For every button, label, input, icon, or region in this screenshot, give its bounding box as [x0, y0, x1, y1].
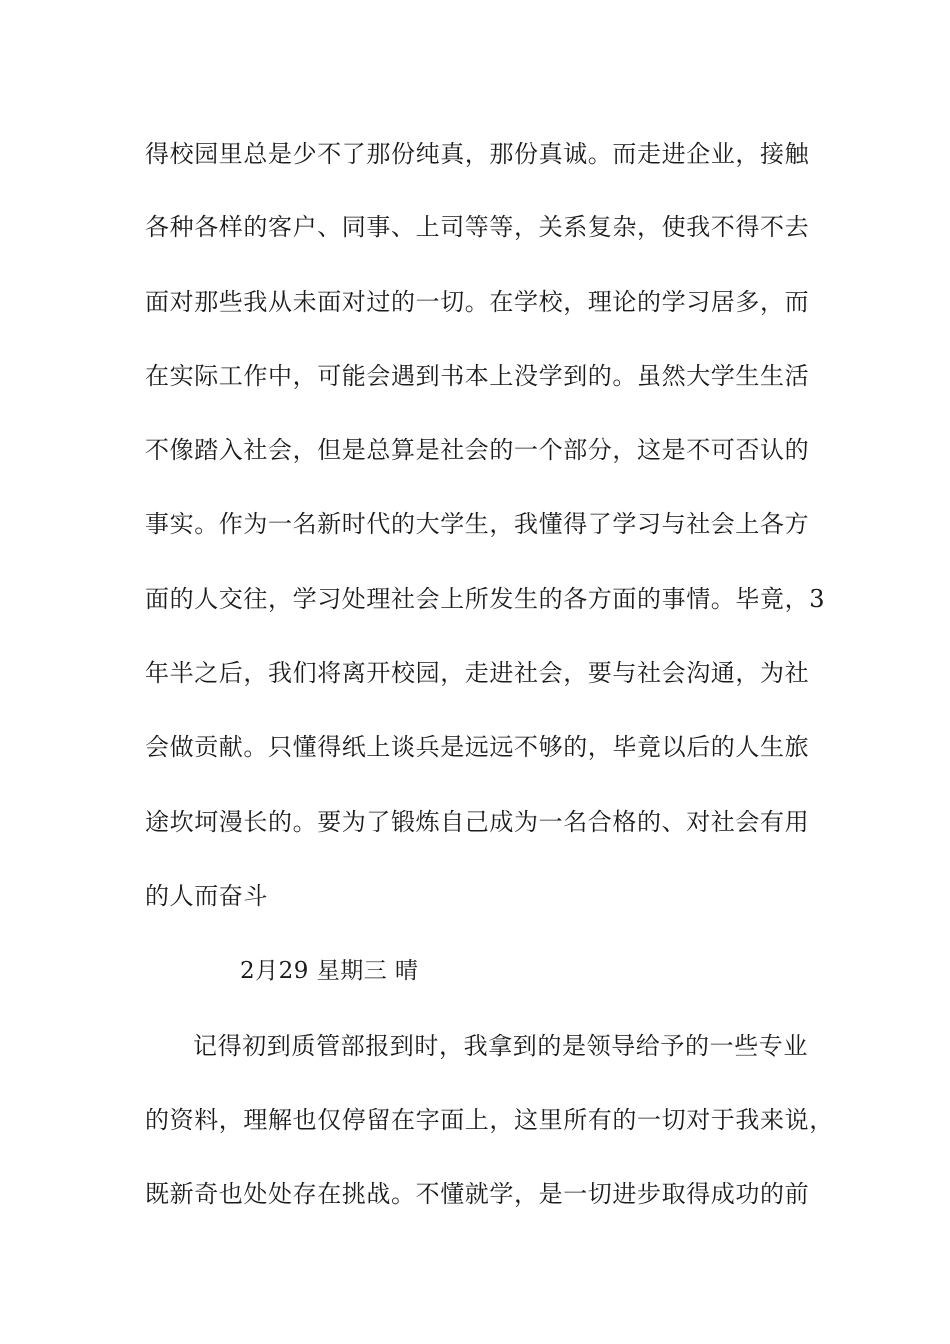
- paragraph2-line: 记得初到质管部报到时，我拿到的是领导给予的一些专业: [193, 1032, 808, 1060]
- paragraph1-line: 会做贡献。只懂得纸上谈兵是远远不够的，毕竟以后的人生旅: [145, 733, 810, 761]
- entry-date-heading: 2月29 星期三 晴: [240, 958, 419, 984]
- paragraph1-line: 年半之后，我们将离开校园，走进社会，要与社会沟通，为社: [145, 659, 810, 687]
- paragraph1-line: 在实际工作中，可能会遇到书本上没学到的。虽然大学生生活: [145, 362, 810, 390]
- paragraph1-line: 的人而奋斗: [145, 882, 268, 910]
- paragraph1-line: 各种各样的客户、同事、上司等等，关系复杂，使我不得不去: [145, 213, 810, 241]
- paragraph1-line: 途坎坷漫长的。要为了锻炼自己成为一名合格的、对社会有用: [145, 808, 810, 836]
- paragraph1-line: 事实。作为一名新时代的大学生，我懂得了学习与社会上各方: [145, 510, 810, 538]
- paragraph1-line: 面对那些我从未面对过的一切。在学校，理论的学习居多，而: [145, 288, 810, 316]
- paragraph2-line: 既新奇也处处存在挑战。不懂就学，是一切进步取得成功的前: [145, 1180, 810, 1208]
- paragraph2-line: 的资料，理解也仅停留在字面上，这里所有的一切对于我来说，: [145, 1106, 834, 1134]
- paragraph1-line: 不像踏入社会，但是总算是社会的一个部分，这是不可否认的: [145, 436, 810, 464]
- paragraph1-line: 得校园里总是少不了那份纯真，那份真诚。而走进企业，接触: [145, 140, 810, 168]
- paragraph1-line: 面的人交往，学习处理社会上所发生的各方面的事情。毕竟，3: [145, 585, 826, 613]
